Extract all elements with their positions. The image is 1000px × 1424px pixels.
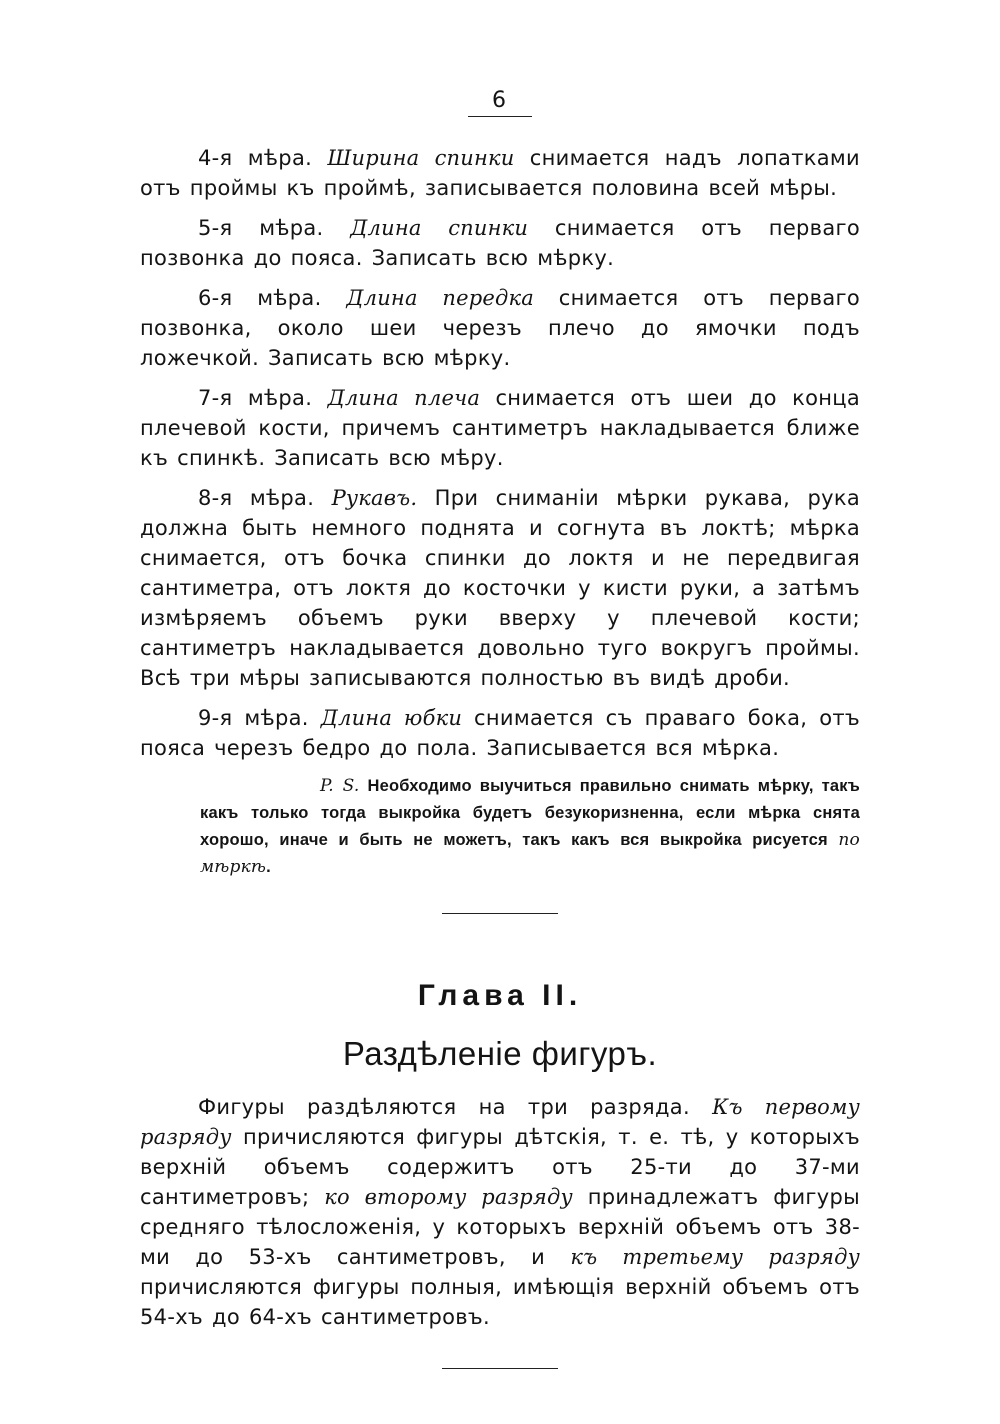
measure-text: При сниманiи мѣрки рукава, рука должна быть немного поднята и согнута въ локтѣ; мѣрка снимается, отъ бочка спинки до локтя и не передвигая сантиметра, отъ локтя до косточки у кисти руки, а затѣмъ измѣряемъ объемъ руки вверху у плечевой кости; сантиметръ накладывается довольно туго вокругъ проймы. Всѣ три мѣры записываются полностью въ видѣ дроби. <box>140 486 861 690</box>
measure-term: Длина спинки <box>350 216 529 240</box>
chapter-subtitle: Раздѣленiе фигуръ. <box>342 1035 658 1072</box>
postscript-note <box>140 773 860 881</box>
measure-9-paragraph <box>140 703 860 763</box>
measure-8-paragraph <box>140 483 860 693</box>
measure-lead: 6-я мѣра. <box>198 286 347 310</box>
emphasis-text: ко второму разряду <box>324 1185 573 1209</box>
measure-text: снимается отъ перваго позвонка, около шеи черезъ плечо до ямочки подъ ложечкой. Записать всю мѣрку. <box>140 286 860 370</box>
postscript-emphasis: по мѣркѣ <box>200 830 860 877</box>
chapter-title: Глава II. <box>417 979 583 1012</box>
emphasis-text: Къ первому разряду <box>140 1095 860 1149</box>
measure-lead: 8-я мѣра. <box>198 486 332 510</box>
body-text: Фигуры раздѣляются на три разряда. <box>198 1095 713 1119</box>
measure-4-paragraph <box>140 143 860 203</box>
end-divider <box>442 1368 558 1369</box>
body-text: причисляются фигуры дѣтскiя, т. е. тѣ, у которыхъ верхнiй объемъ содержитъ отъ 25-ти до 37-ми сантиметровъ; <box>140 1125 860 1209</box>
book-page <box>140 88 860 1369</box>
page-number-rule <box>468 116 532 117</box>
measure-term: Ширина спинки <box>327 146 515 170</box>
measure-lead: 7-я мѣра. <box>198 386 328 410</box>
body-text: причисляются фигуры полныя, имѣющiя верхнiй объемъ отъ 54-хъ до 64-хъ сантиметровъ. <box>140 1275 860 1329</box>
measure-term: Длина плеча <box>327 386 481 410</box>
measure-text: снимается отъ шеи до конца плечевой кости, причемъ сантиметръ накладывается ближе къ спинкѣ. Записать всю мѣру. <box>140 386 861 470</box>
figure-classes-paragraph <box>140 1092 860 1332</box>
postscript-label: P. S. <box>320 776 360 796</box>
measure-lead: 4-я мѣра. <box>198 146 328 170</box>
measure-text: снимается отъ перваго позвонка до пояса. Записать всю мѣрку. <box>140 216 860 270</box>
page-number: 6 <box>492 88 506 113</box>
measure-5-paragraph <box>140 213 860 273</box>
measure-7-paragraph <box>140 383 860 473</box>
measure-term: Длина юбки <box>320 706 463 730</box>
measure-text: снимается съ праваго бока, отъ пояса черезъ бедро до пола. Записывается вся мѣрка. <box>140 706 861 760</box>
section-divider <box>442 913 558 914</box>
postscript-end: . <box>266 858 271 876</box>
measure-lead: 9-я мѣра. <box>198 706 321 730</box>
measure-text: снимается надъ лопатками отъ проймы къ проймѣ, записывается половина всей мѣры. <box>140 146 861 200</box>
measure-lead: 5-я мѣра. <box>198 216 351 240</box>
measure-term: Рукавъ. <box>331 486 418 510</box>
body-text: принадлежатъ фигуры средняго тѣлосложенiя, у которыхъ верхнiй объемъ отъ 38-ми до 53-хъ сантиметровъ, и <box>140 1185 860 1269</box>
postscript-text: Необходимо выучиться правильно снимать мѣрку, такъ какъ только тогда выкройка будетъ безукоризненна, если мѣрка снята хорошо, иначе и быть не можетъ, такъ какъ вся выкройка рисуется <box>200 777 860 849</box>
measure-6-paragraph <box>140 283 860 373</box>
measure-term: Длина передка <box>346 286 534 310</box>
emphasis-text: къ третьему разряду <box>570 1245 860 1269</box>
